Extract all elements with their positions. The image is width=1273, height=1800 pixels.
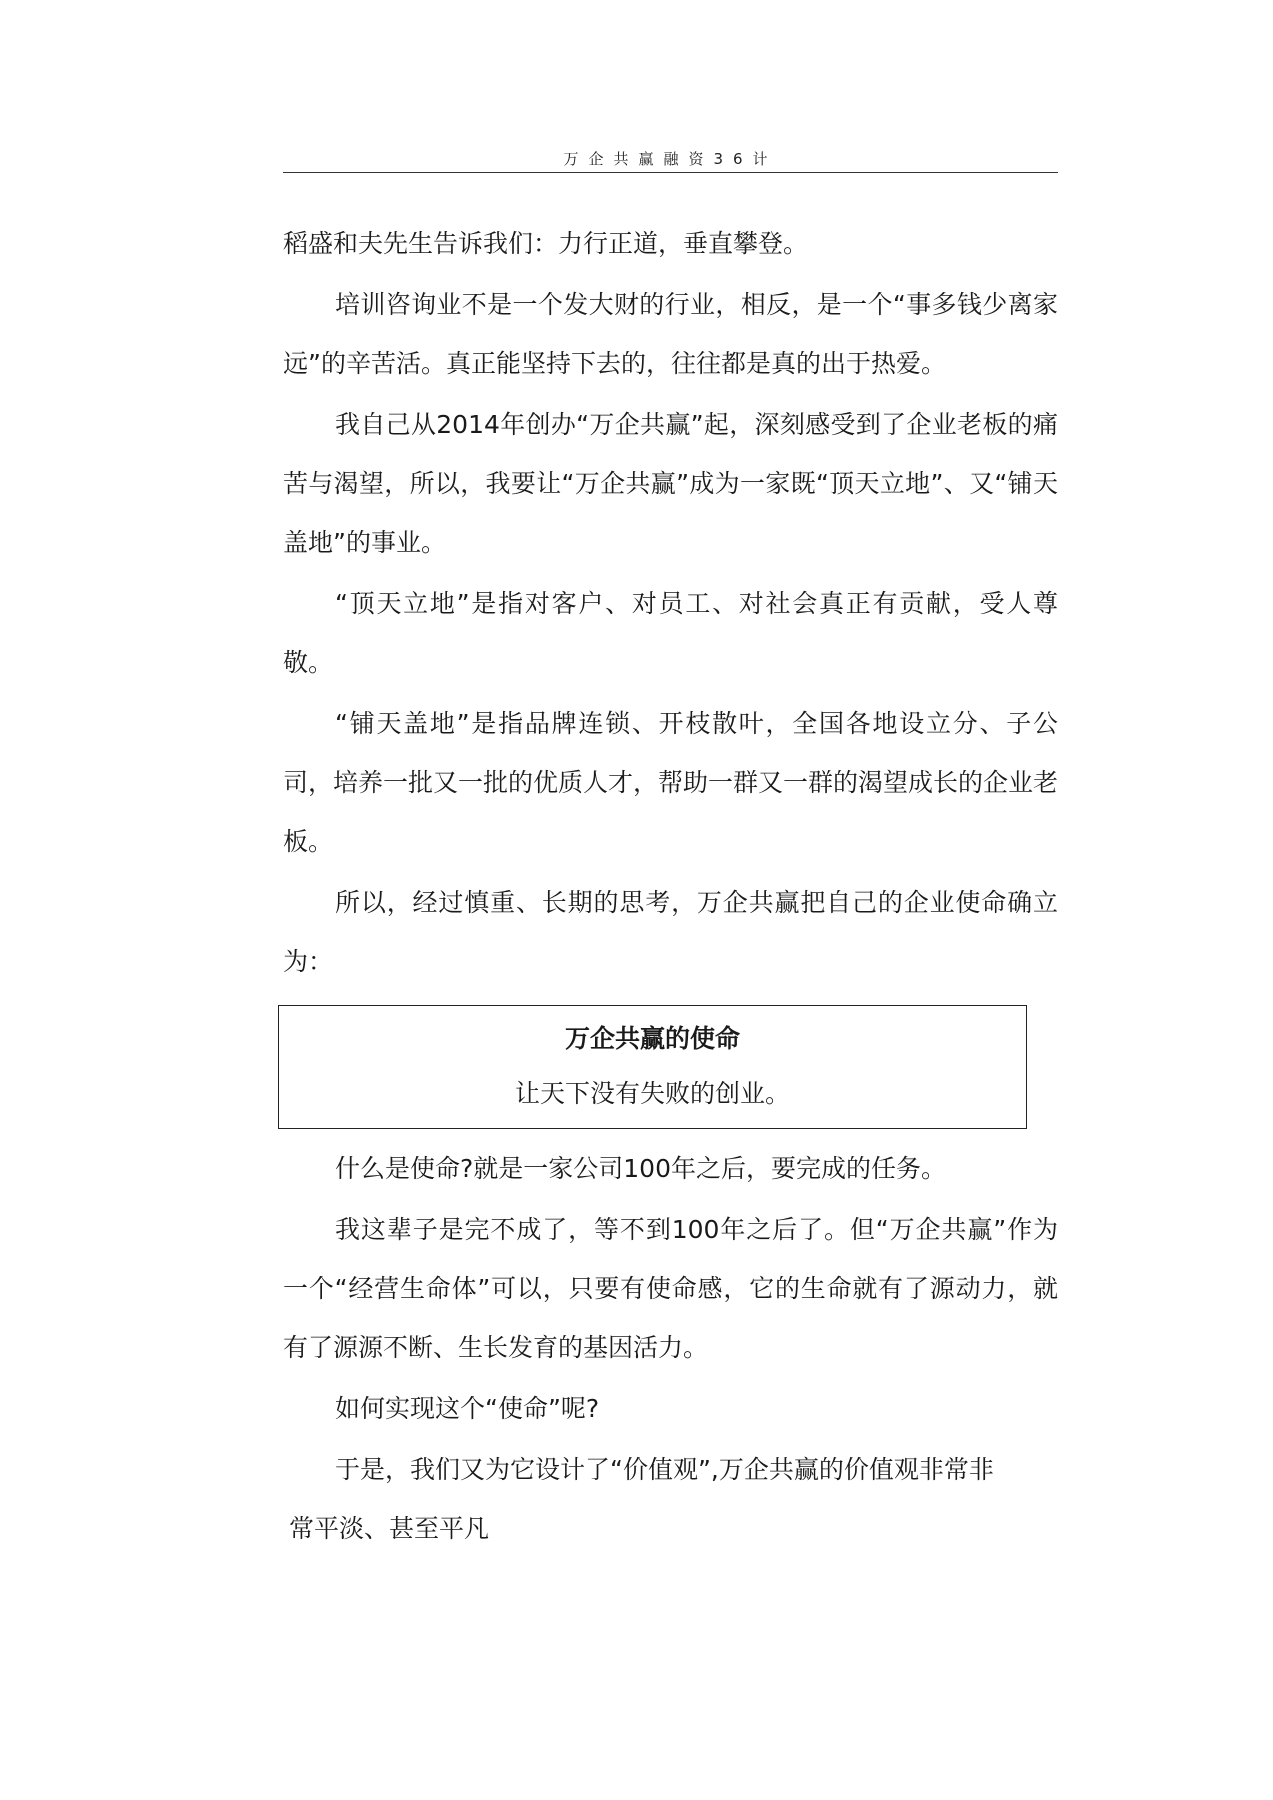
paragraph-6: 所以，经过慎重、长期的思考，万企共赢把自己的企业使命确立为： xyxy=(283,888,1058,976)
mission-box xyxy=(278,1005,1027,1129)
paragraph-10-line-1: 于是，我们又为它设计了“价值观”,万企共赢的价值观非常非 xyxy=(335,1455,994,1484)
paragraph-8: 我这辈子是完不成了，等不到100年之后了。但“万企共赢”作为一个“经营生命体”可以，只要有使命感，它的生命就有了源动力，就有了源源不断、生长发育的基因活力。 xyxy=(283,1215,1058,1362)
paragraph-2: 培训咨询业不是一个发大财的行业，相反，是一个“事多钱少离家远”的辛苦活。真正能坚持下去的，往往都是真的出于热爱。 xyxy=(283,290,1058,378)
mission-statement: 让天下没有失败的创业。 xyxy=(514,1079,790,1108)
paragraph-10-line-2: 常平淡、甚至平凡 xyxy=(289,1514,490,1543)
running-header: 万企共赢融资36计 xyxy=(563,150,778,168)
mission-title: 万企共赢的使命 xyxy=(564,1024,740,1053)
paragraph-1: 稻盛和夫先生告诉我们：力行正道，垂直攀登。 xyxy=(283,229,809,258)
paragraph-3: 我自己从2014年创办“万企共赢”起，深刻感受到了企业老板的痛苦与渴望，所以，我要让“万企共赢”成为一家既“顶天立地”、又“铺天盖地”的事业。 xyxy=(283,410,1058,557)
paragraph-9: 如何实现这个“使命”呢? xyxy=(335,1394,600,1423)
paragraph-7: 什么是使命?就是一家公司100年之后，要完成的任务。 xyxy=(335,1154,946,1183)
paragraph-4: “顶天立地”是指对客户、对员工、对社会真正有贡献，受人尊敬。 xyxy=(283,589,1058,677)
body-text xyxy=(283,214,1058,1560)
paragraph-5: “铺天盖地”是指品牌连锁、开枝散叶，全国各地设立分、子公司，培养一批又一批的优质人才，帮助一群又一群的渴望成长的企业老板。 xyxy=(283,709,1059,856)
header-rule xyxy=(283,172,1058,173)
